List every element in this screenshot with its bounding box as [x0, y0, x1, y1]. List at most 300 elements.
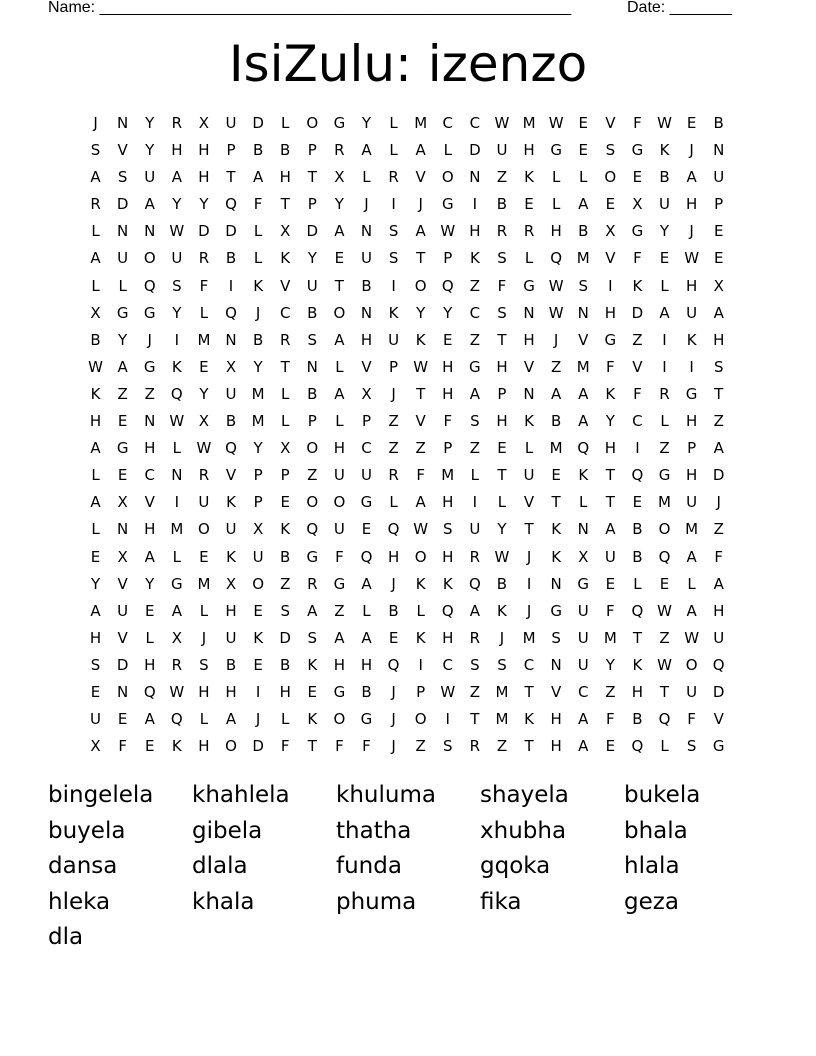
grid-cell: O: [306, 439, 319, 458]
grid-cell: P: [307, 141, 317, 160]
grid-cell: Q: [143, 682, 156, 701]
grid-cell: I: [255, 682, 261, 701]
grid-cell: E: [524, 195, 534, 214]
grid-cell: E: [686, 114, 697, 132]
grid-cell: Z: [605, 682, 616, 701]
grid-cell: Z: [117, 384, 128, 403]
grid-cell: W: [413, 520, 429, 539]
grid-cell: S: [117, 168, 128, 187]
grid-cell: K: [524, 710, 534, 729]
grid-cell: H: [360, 330, 373, 349]
grid-cell: F: [633, 114, 642, 132]
grid-cell: A: [415, 222, 426, 241]
word-bank-row: [48, 778, 768, 814]
grid-cell: N: [469, 168, 481, 187]
grid-cell: U: [604, 547, 616, 566]
grid-cell: H: [144, 520, 156, 539]
grid-cell: X: [632, 195, 643, 214]
grid-cell: O: [604, 168, 617, 187]
grid-cell: F: [714, 547, 724, 566]
grid-cell: J: [716, 493, 721, 512]
grid-cell: A: [578, 412, 589, 431]
grid-cell: N: [117, 222, 129, 241]
word-bank-item: phuma: [336, 888, 417, 915]
grid-cell: H: [225, 601, 237, 620]
grid-cell: X: [280, 439, 291, 458]
grid-cell: R: [523, 222, 535, 241]
grid-cell: Z: [307, 466, 318, 485]
grid-cell: Y: [199, 195, 209, 214]
grid-cell: H: [144, 655, 156, 674]
grid-cell: Y: [145, 574, 155, 593]
grid-cell: K: [415, 330, 426, 349]
grid-cell: T: [605, 493, 615, 512]
grid-cell: R: [171, 655, 183, 674]
grid-cell: W: [440, 682, 456, 701]
grid-cell: L: [497, 493, 507, 512]
grid-cell: M: [495, 682, 509, 701]
grid-cell: K: [226, 493, 236, 512]
grid-cell: F: [362, 737, 371, 756]
word-bank-item: gibela: [192, 817, 263, 844]
grid-cell: F: [335, 547, 344, 566]
grid-cell: F: [416, 466, 425, 485]
grid-cell: F: [443, 412, 453, 431]
grid-row: [82, 218, 734, 245]
grid-cell: Z: [469, 439, 480, 458]
grid-cell: H: [198, 168, 210, 187]
grid-cell: J: [553, 330, 559, 349]
grid-cell: A: [415, 493, 426, 512]
grid-cell: A: [90, 439, 101, 458]
grid-cell: X: [117, 493, 128, 512]
grid-cell: B: [280, 547, 291, 566]
grid-cell: W: [494, 547, 510, 566]
word-bank-row: [48, 814, 768, 850]
grid-cell: A: [334, 628, 345, 647]
grid-cell: F: [335, 737, 344, 756]
grid-cell: M: [414, 114, 428, 132]
grid-cell: A: [578, 710, 589, 729]
grid-cell: M: [441, 466, 455, 485]
grid-cell: D: [469, 141, 481, 160]
grid-cell: T: [714, 384, 724, 403]
grid-cell: A: [117, 357, 128, 376]
grid-cell: N: [360, 303, 373, 322]
grid-cell: U: [577, 628, 589, 647]
grid-cell: W: [169, 412, 185, 431]
grid-cell: I: [662, 357, 667, 376]
grid-cell: G: [333, 574, 346, 593]
grid-cell: F: [606, 357, 615, 376]
grid-cell: A: [469, 384, 480, 403]
grid-cell: U: [333, 466, 345, 485]
grid-cell: Q: [712, 655, 725, 674]
grid-cell: F: [633, 249, 642, 268]
grid-cell: Z: [388, 439, 399, 458]
grid-cell: W: [657, 655, 672, 674]
word-bank: [48, 778, 768, 956]
grid-cell: Y: [605, 655, 615, 674]
grid-cell: U: [225, 114, 237, 132]
grid-cell: U: [496, 141, 508, 160]
grid-cell: A: [361, 141, 372, 160]
grid-cell: H: [469, 222, 481, 241]
grid-cell: P: [361, 412, 371, 431]
grid-cell: C: [469, 114, 481, 132]
grid-cell: P: [307, 412, 317, 431]
grid-cell: G: [550, 141, 562, 160]
grid-cell: X: [171, 628, 182, 647]
grid-cell: A: [144, 547, 155, 566]
grid-cell: K: [280, 249, 291, 268]
grid-cell: A: [171, 601, 182, 620]
grid-cell: H: [550, 710, 562, 729]
grid-cell: X: [225, 574, 237, 593]
grid-row: [82, 245, 734, 272]
grid-cell: I: [418, 655, 423, 674]
grid-cell: G: [360, 493, 373, 512]
grid-cell: H: [442, 384, 454, 403]
grid-cell: T: [280, 357, 290, 376]
grid-cell: S: [90, 141, 101, 160]
grid-cell: T: [524, 682, 534, 701]
name-field-label: Name: _____________________________________________________: [48, 0, 572, 16]
grid-cell: L: [660, 737, 669, 756]
grid-cell: K: [469, 249, 480, 268]
grid-cell: S: [199, 655, 209, 674]
grid-cell: M: [251, 384, 265, 403]
grid-cell: O: [658, 520, 671, 539]
grid-cell: G: [116, 439, 129, 458]
grid-cell: Z: [280, 574, 291, 593]
grid-cell: V: [117, 628, 128, 647]
word-bank-item: thatha: [336, 817, 412, 844]
grid-cell: E: [117, 412, 128, 431]
grid-cell: S: [307, 330, 318, 349]
grid-cell: V: [117, 574, 128, 593]
grid-cell: F: [199, 276, 209, 295]
grid-cell: U: [198, 493, 210, 512]
grid-cell: E: [551, 466, 561, 485]
grid-cell: Z: [334, 601, 345, 620]
grid-cell: I: [445, 710, 450, 729]
grid-cell: W: [494, 114, 510, 132]
grid-cell: A: [551, 384, 562, 403]
grid-cell: N: [550, 574, 562, 593]
grid-cell: E: [90, 547, 101, 566]
grid-cell: M: [197, 574, 211, 593]
grid-cell: S: [443, 520, 453, 539]
grid-cell: A: [225, 710, 237, 729]
grid-cell: Q: [441, 276, 454, 295]
grid-cell: Q: [387, 520, 400, 539]
grid-row: [82, 516, 734, 543]
grid-cell: Y: [307, 249, 317, 268]
grid-row: [82, 489, 734, 516]
grid-cell: A: [578, 195, 589, 214]
grid-cell: U: [523, 466, 535, 485]
grid-cell: P: [497, 384, 507, 403]
grid-cell: P: [226, 141, 236, 160]
grid-cell: R: [198, 466, 210, 485]
grid-cell: A: [361, 574, 372, 593]
grid-cell: R: [496, 222, 508, 241]
grid-cell: A: [578, 737, 589, 756]
grid-cell: N: [550, 655, 562, 674]
grid-cell: K: [442, 574, 453, 593]
grid-cell: U: [686, 493, 698, 512]
grid-cell: K: [171, 737, 182, 756]
grid-cell: I: [228, 276, 234, 295]
grid-cell: Y: [497, 520, 507, 539]
grid-cell: K: [524, 412, 534, 431]
grid-cell: L: [416, 601, 425, 620]
grid-cell: U: [469, 520, 481, 539]
grid-cell: M: [170, 520, 184, 539]
grid-cell: Z: [415, 439, 426, 458]
grid-cell: K: [551, 547, 562, 566]
grid-cell: B: [90, 330, 101, 349]
grid-cell: H: [631, 682, 644, 701]
word-bank-item: dansa: [48, 853, 118, 879]
grid-cell: O: [333, 303, 346, 322]
grid-cell: O: [306, 114, 319, 132]
grid-cell: B: [632, 520, 643, 539]
grid-cell: Y: [253, 439, 263, 458]
grid-row: [82, 354, 734, 381]
grid-cell: X: [90, 303, 101, 322]
word-bank-item: dlala: [192, 853, 248, 879]
grid-cell: G: [469, 357, 481, 376]
grid-cell: E: [605, 737, 616, 756]
grid-cell: T: [524, 520, 534, 539]
grid-row: [82, 571, 734, 598]
grid-cell: G: [171, 574, 183, 593]
grid-cell: L: [281, 384, 290, 403]
grid-cell: T: [497, 330, 507, 349]
grid-cell: V: [605, 249, 616, 268]
grid-cell: D: [198, 222, 210, 241]
grid-cell: Q: [170, 384, 183, 403]
grid-cell: B: [361, 276, 372, 295]
word-bank-item: bhala: [624, 817, 688, 844]
grid-cell: B: [252, 141, 264, 160]
grid-cell: E: [199, 547, 209, 566]
grid-cell: V: [415, 412, 426, 431]
grid-cell: L: [524, 439, 534, 458]
grid-cell: A: [334, 222, 345, 241]
grid-cell: Z: [469, 276, 480, 295]
grid-cell: G: [631, 222, 644, 241]
grid-cell: Q: [468, 574, 481, 593]
grid-cell: I: [174, 493, 180, 512]
grid-cell: V: [280, 276, 291, 295]
grid-cell: J: [391, 710, 396, 729]
grid-cell: A: [334, 330, 345, 349]
grid-cell: P: [416, 682, 426, 701]
grid-cell: F: [606, 710, 615, 729]
grid-cell: G: [550, 601, 562, 620]
grid-cell: I: [472, 493, 478, 512]
grid-cell: K: [686, 330, 697, 349]
grid-cell: S: [307, 628, 318, 647]
grid-cell: H: [713, 330, 725, 349]
grid-cell: N: [713, 141, 725, 160]
grid-cell: G: [360, 710, 373, 729]
grid-cell: M: [576, 249, 590, 268]
grid-cell: J: [147, 330, 152, 349]
header: [48, 0, 748, 20]
grid-cell: E: [632, 168, 643, 187]
grid-cell: L: [362, 168, 371, 187]
grid-cell: E: [307, 682, 318, 701]
grid-cell: L: [91, 222, 100, 241]
grid-row: [82, 164, 734, 191]
grid-cell: G: [631, 141, 644, 160]
grid-cell: V: [225, 466, 237, 485]
grid-cell: Q: [360, 547, 373, 566]
grid-cell: J: [201, 628, 207, 647]
grid-cell: Y: [416, 303, 426, 322]
grid-cell: Q: [143, 276, 156, 295]
grid-cell: W: [548, 276, 564, 295]
grid-cell: K: [605, 384, 616, 403]
grid-cell: L: [551, 195, 561, 214]
grid-cell: H: [550, 737, 562, 756]
grid-cell: A: [144, 195, 155, 214]
grid-cell: P: [307, 195, 317, 214]
grid-cell: O: [685, 655, 698, 674]
grid-row: [82, 300, 734, 327]
grid-cell: K: [415, 574, 426, 593]
grid-cell: A: [659, 303, 670, 322]
grid-cell: B: [659, 168, 670, 187]
grid-cell: T: [551, 493, 561, 512]
grid-cell: Q: [658, 710, 671, 729]
grid-cell: W: [440, 222, 456, 241]
grid-cell: E: [659, 249, 670, 268]
grid-cell: I: [608, 276, 613, 295]
grid-cell: K: [497, 601, 507, 620]
grid-cell: E: [117, 466, 128, 485]
grid-cell: O: [252, 574, 265, 593]
grid-cell: N: [117, 520, 129, 539]
grid-cell: U: [306, 276, 318, 295]
grid-cell: L: [579, 168, 588, 187]
grid-cell: P: [714, 195, 724, 214]
grid-cell: L: [524, 249, 534, 268]
grid-cell: Z: [551, 357, 562, 376]
grid-cell: H: [604, 439, 616, 458]
grid-cell: U: [577, 655, 589, 674]
grid-cell: E: [713, 249, 724, 268]
grid-cell: S: [443, 737, 453, 756]
grid-cell: O: [414, 710, 427, 729]
grid-cell: E: [443, 330, 453, 349]
grid-cell: A: [252, 168, 264, 187]
grid-cell: J: [391, 384, 396, 403]
grid-cell: M: [522, 114, 536, 132]
grid-cell: E: [659, 574, 670, 593]
grid-cell: A: [415, 141, 426, 160]
grid-row: [82, 679, 734, 706]
grid-cell: U: [252, 547, 264, 566]
grid-cell: K: [253, 628, 264, 647]
grid-cell: X: [713, 276, 724, 295]
grid-cell: L: [335, 412, 344, 431]
grid-cell: G: [333, 114, 346, 132]
grid-cell: H: [442, 547, 454, 566]
grid-cell: L: [335, 357, 344, 376]
grid-cell: Q: [631, 601, 644, 620]
grid-cell: R: [469, 628, 481, 647]
grid-cell: N: [523, 303, 535, 322]
grid-cell: L: [199, 710, 209, 729]
grid-cell: L: [443, 141, 452, 160]
grid-cell: H: [387, 547, 400, 566]
grid-cell: P: [280, 466, 290, 485]
grid-cell: U: [388, 330, 400, 349]
grid-cell: F: [687, 710, 696, 729]
grid-cell: R: [469, 737, 481, 756]
word-bank-item: funda: [336, 853, 402, 879]
grid-cell: L: [199, 303, 209, 322]
grid-cell: A: [686, 601, 697, 620]
grid-cell: Y: [145, 114, 155, 132]
grid-cell: Z: [415, 737, 426, 756]
grid-cell: W: [413, 357, 429, 376]
grid-cell: T: [470, 710, 480, 729]
grid-cell: Q: [225, 439, 237, 458]
grid-cell: J: [255, 710, 261, 729]
grid-cell: S: [388, 222, 399, 241]
grid-cell: C: [577, 682, 589, 701]
grid-cell: H: [333, 439, 346, 458]
grid-cell: M: [603, 628, 617, 647]
grid-row: [82, 273, 734, 300]
grid-cell: W: [548, 114, 564, 132]
grid-cell: W: [684, 249, 700, 268]
grid-cell: A: [90, 168, 101, 187]
grid-cell: Y: [253, 357, 263, 376]
grid-cell: X: [117, 547, 128, 566]
grid-cell: K: [90, 384, 101, 403]
grid-cell: A: [713, 439, 724, 458]
grid-cell: Q: [658, 547, 671, 566]
grid-cell: Q: [170, 710, 183, 729]
grid-cell: C: [144, 466, 155, 485]
grid-cell: H: [360, 655, 373, 674]
grid-cell: E: [713, 222, 724, 241]
grid-row: [82, 327, 734, 354]
grid-cell: X: [198, 114, 210, 132]
grid-cell: Z: [144, 384, 155, 403]
grid-cell: A: [713, 303, 724, 322]
grid-cell: H: [171, 141, 183, 160]
grid-cell: C: [279, 303, 291, 322]
grid-cell: W: [657, 114, 672, 132]
grid-cell: D: [712, 682, 725, 701]
grid-cell: J: [391, 574, 396, 593]
grid-cell: M: [495, 710, 509, 729]
grid-cell: M: [685, 520, 699, 539]
grid-row: [82, 381, 734, 408]
grid-cell: G: [712, 737, 725, 756]
grid-cell: R: [659, 384, 670, 403]
grid-cell: E: [117, 710, 128, 729]
grid-cell: N: [117, 682, 129, 701]
